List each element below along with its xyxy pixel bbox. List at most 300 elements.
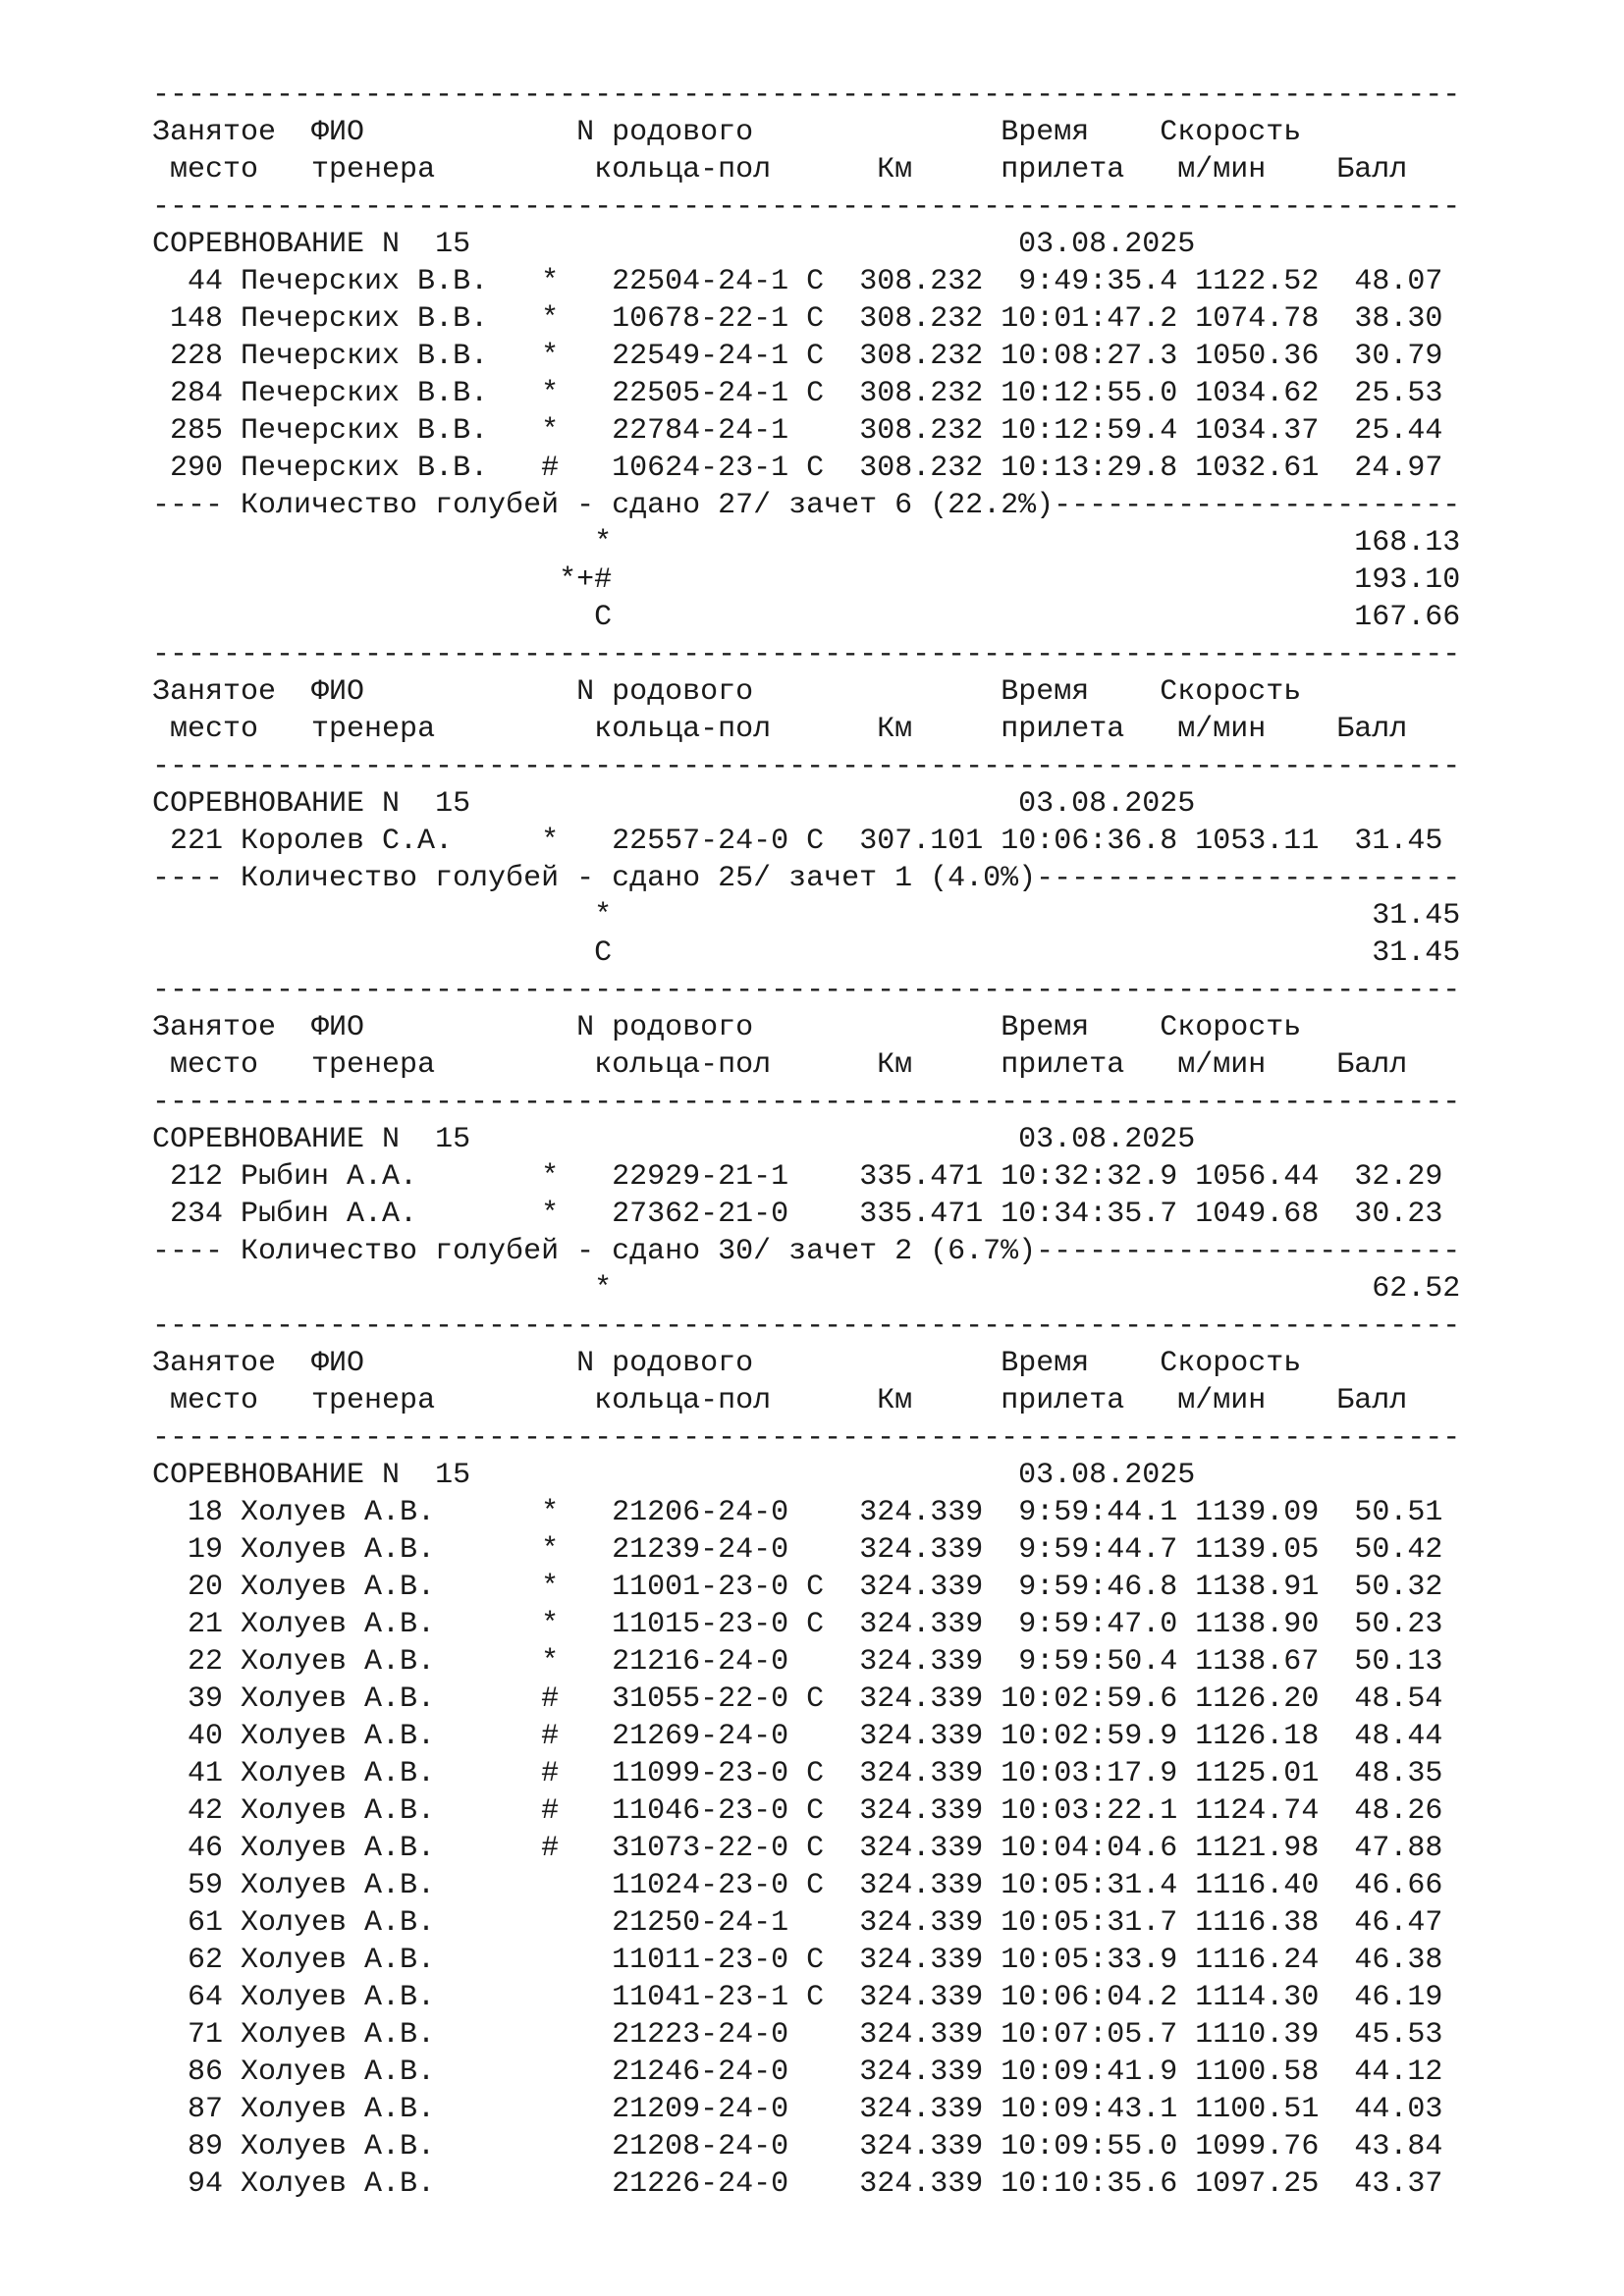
result-row xyxy=(152,2054,1586,2091)
competition-date: 03.08.2025 xyxy=(1018,787,1196,821)
row-sex: С xyxy=(806,265,825,298)
total-marker: С xyxy=(594,936,613,970)
header-speed-2: м/мин xyxy=(1177,153,1267,187)
header-speed: Скорость xyxy=(1160,116,1302,149)
row-score: 24.97 xyxy=(1354,452,1443,485)
row-ring: 21250-24-1 xyxy=(612,1906,789,1940)
row-time: 10:02:59.6 xyxy=(1001,1682,1178,1716)
summary-line: ---- Количество голубей - сдано 25/ зачет 1 (4.0%)------------------------ xyxy=(152,862,1461,895)
row-score: 46.66 xyxy=(1354,1869,1443,1902)
header-trainer-2: тренера xyxy=(311,1384,436,1417)
header-km: Км xyxy=(877,1048,913,1082)
row-place: 40 xyxy=(152,1720,224,1753)
row-sex: С xyxy=(806,1608,825,1641)
row-place: 39 xyxy=(152,1682,224,1716)
row-sex: С xyxy=(806,1571,825,1604)
result-row xyxy=(152,1681,1586,1718)
row-sex: С xyxy=(806,1981,825,2014)
header-row-bottom xyxy=(152,1046,1586,1084)
row-speed: 1099.76 xyxy=(1195,2130,1320,2163)
row-speed: 1121.98 xyxy=(1195,1832,1320,1865)
row-sex xyxy=(806,1645,824,1679)
competition-number: 15 xyxy=(435,787,471,821)
row-trainer: Холуев А.В. xyxy=(241,1944,524,1977)
row-mark: * xyxy=(541,340,560,373)
row-speed: 1049.68 xyxy=(1195,1198,1320,1231)
summary-text: Количество голубей - сдано 30/ зачет 2 (6.7%) xyxy=(241,1235,1037,1268)
row-score: 46.38 xyxy=(1354,1944,1443,1977)
row-trainer: Холуев А.В. xyxy=(241,2130,524,2163)
row-speed: 1110.39 xyxy=(1195,2018,1320,2052)
total-marker: * xyxy=(594,526,613,560)
result-row xyxy=(152,1158,1586,1196)
row-speed: 1100.51 xyxy=(1195,2093,1320,2126)
row-speed: 1126.18 xyxy=(1195,1720,1320,1753)
summary-line: ---- Количество голубей - сдано 30/ зачет 2 (6.7%)------------------------ xyxy=(152,1235,1461,1268)
row-speed: 1138.67 xyxy=(1195,1645,1320,1679)
row-trainer: Холуев А.В. xyxy=(241,1757,524,1790)
row-km: 308.232 xyxy=(859,265,984,298)
result-row xyxy=(152,1718,1586,1755)
header-ring: N родового xyxy=(576,675,754,709)
row-trainer: Королев С.А. xyxy=(241,825,524,858)
row-km: 324.339 xyxy=(859,1496,984,1529)
competition-number: 15 xyxy=(435,228,471,261)
competition-line xyxy=(152,785,1586,823)
row-ring: 11011-23-0 xyxy=(612,1944,789,1977)
row-mark: # xyxy=(541,1832,560,1865)
row-km: 324.339 xyxy=(859,1682,984,1716)
header-row-bottom xyxy=(152,711,1586,748)
row-place: 148 xyxy=(152,302,224,336)
row-mark xyxy=(541,1981,559,2014)
header-row-top xyxy=(152,114,1586,151)
header-place: Занятое xyxy=(152,1011,277,1044)
row-speed: 1126.20 xyxy=(1195,1682,1320,1716)
row-place: 22 xyxy=(152,1645,224,1679)
header-place-2: место xyxy=(170,713,259,746)
total-value: 62.52 xyxy=(1372,1272,1461,1306)
row-speed: 1034.37 xyxy=(1195,414,1320,448)
header-km: Км xyxy=(877,1384,913,1417)
row-km: 324.339 xyxy=(859,2167,984,2201)
row-km: 324.339 xyxy=(859,1869,984,1902)
row-km: 308.232 xyxy=(859,452,984,485)
header-ring: N родового xyxy=(576,1347,754,1380)
summary-text: Количество голубей - сдано 27/ зачет 6 (22.2%) xyxy=(241,489,1055,522)
row-trainer: Холуев А.В. xyxy=(241,1869,524,1902)
row-trainer: Холуев А.В. xyxy=(241,2167,524,2201)
result-row xyxy=(152,263,1586,300)
row-mark: # xyxy=(541,1720,560,1753)
row-mark: # xyxy=(541,452,560,485)
competition-date: 03.08.2025 xyxy=(1018,1459,1196,1492)
row-sex xyxy=(806,2056,824,2089)
competition-number: 15 xyxy=(435,1123,471,1156)
header-row-top xyxy=(152,1345,1586,1382)
row-place: 86 xyxy=(152,2056,224,2089)
row-sex: С xyxy=(806,825,825,858)
header-speed-2: м/мин xyxy=(1177,713,1267,746)
row-sex: С xyxy=(806,340,825,373)
row-mark xyxy=(541,1944,559,1977)
row-sex: С xyxy=(806,452,825,485)
row-time: 10:32:32.9 xyxy=(1001,1160,1178,1194)
header-trainer: ФИО xyxy=(311,1011,365,1044)
row-sex xyxy=(806,1720,824,1753)
row-place: 212 xyxy=(152,1160,224,1194)
row-trainer: Холуев А.В. xyxy=(241,2093,524,2126)
total-line xyxy=(152,934,1586,972)
row-ring: 10678-22-1 xyxy=(612,302,789,336)
row-time: 10:05:31.4 xyxy=(1001,1869,1178,1902)
total-value: 193.10 xyxy=(1354,563,1461,597)
total-marker: С xyxy=(594,601,613,634)
separator-line: -------------------------------------------------------------------------- xyxy=(152,638,1461,671)
header-km: Км xyxy=(877,713,913,746)
row-sex xyxy=(806,1198,824,1231)
row-mark: * xyxy=(541,414,560,448)
row-score: 50.13 xyxy=(1354,1645,1443,1679)
row-ring: 11046-23-0 xyxy=(612,1794,789,1828)
row-mark: * xyxy=(541,1533,560,1567)
row-score: 47.88 xyxy=(1354,1832,1443,1865)
total-line xyxy=(152,599,1586,636)
header-ring-2: кольца-пол xyxy=(594,153,772,187)
row-km: 324.339 xyxy=(859,1944,984,1977)
row-ring: 21239-24-0 xyxy=(612,1533,789,1567)
row-trainer: Печерских В.В. xyxy=(241,265,524,298)
row-place: 44 xyxy=(152,265,224,298)
header-km: Км xyxy=(877,153,913,187)
row-trainer: Печерских В.В. xyxy=(241,302,524,336)
header-place: Занятое xyxy=(152,1347,277,1380)
row-place: 221 xyxy=(152,825,224,858)
result-row xyxy=(152,1196,1586,1233)
row-score: 44.03 xyxy=(1354,2093,1443,2126)
row-time: 10:06:04.2 xyxy=(1001,1981,1178,2014)
header-row-bottom xyxy=(152,1382,1586,1419)
row-sex: С xyxy=(806,1944,825,1977)
header-ring-2: кольца-пол xyxy=(594,1048,772,1082)
row-ring: 10624-23-1 xyxy=(612,452,789,485)
result-row xyxy=(152,1979,1586,2016)
row-time: 9:59:46.8 xyxy=(1001,1571,1178,1604)
header-speed-2: м/мин xyxy=(1177,1048,1267,1082)
total-value: 168.13 xyxy=(1354,526,1461,560)
row-place: 20 xyxy=(152,1571,224,1604)
row-score: 43.84 xyxy=(1354,2130,1443,2163)
row-ring: 27362-21-0 xyxy=(612,1198,789,1231)
header-time-2: прилета xyxy=(1001,1384,1125,1417)
row-time: 9:49:35.4 xyxy=(1001,265,1178,298)
row-place: 46 xyxy=(152,1832,224,1865)
row-speed: 1074.78 xyxy=(1195,302,1320,336)
row-ring: 21209-24-0 xyxy=(612,2093,789,2126)
row-km: 324.339 xyxy=(859,1832,984,1865)
row-mark: # xyxy=(541,1757,560,1790)
summary-line: ---- Количество голубей - сдано 27/ зачет 6 (22.2%)----------------------- xyxy=(152,489,1461,522)
row-trainer: Холуев А.В. xyxy=(241,1496,524,1529)
row-ring: 21226-24-0 xyxy=(612,2167,789,2201)
row-time: 9:59:44.7 xyxy=(1001,1533,1178,1567)
row-mark: * xyxy=(541,1496,560,1529)
header-time: Время xyxy=(1001,675,1090,709)
header-speed: Скорость xyxy=(1160,1347,1302,1380)
row-speed: 1116.40 xyxy=(1195,1869,1320,1902)
row-speed: 1122.52 xyxy=(1195,265,1320,298)
row-mark: * xyxy=(541,1645,560,1679)
row-trainer: Рыбин А.А. xyxy=(241,1198,524,1231)
row-speed: 1139.05 xyxy=(1195,1533,1320,1567)
result-row xyxy=(152,2091,1586,2128)
row-sex: С xyxy=(806,1757,825,1790)
row-time: 10:12:59.4 xyxy=(1001,414,1178,448)
row-time: 10:34:35.7 xyxy=(1001,1198,1178,1231)
row-ring: 21246-24-0 xyxy=(612,2056,789,2089)
summary-text: Количество голубей - сдано 25/ зачет 1 (4.0%) xyxy=(241,862,1037,895)
row-place: 71 xyxy=(152,2018,224,2052)
row-ring: 21206-24-0 xyxy=(612,1496,789,1529)
row-speed: 1116.24 xyxy=(1195,1944,1320,1977)
row-trainer: Холуев А.В. xyxy=(241,1720,524,1753)
header-trainer-2: тренера xyxy=(311,1048,436,1082)
row-ring: 21216-24-0 xyxy=(612,1645,789,1679)
row-score: 30.23 xyxy=(1354,1198,1443,1231)
row-time: 10:05:31.7 xyxy=(1001,1906,1178,1940)
row-ring: 11024-23-0 xyxy=(612,1869,789,1902)
row-score: 48.35 xyxy=(1354,1757,1443,1790)
header-trainer: ФИО xyxy=(311,116,365,149)
header-time: Время xyxy=(1001,1347,1090,1380)
row-sex xyxy=(806,2130,824,2163)
row-mark xyxy=(541,2056,559,2089)
result-row xyxy=(152,1494,1586,1531)
result-row xyxy=(152,338,1586,375)
row-time: 10:01:47.2 xyxy=(1001,302,1178,336)
header-place-2: место xyxy=(170,153,259,187)
row-mark xyxy=(541,1869,559,1902)
row-place: 41 xyxy=(152,1757,224,1790)
result-row xyxy=(152,2016,1586,2054)
row-place: 228 xyxy=(152,340,224,373)
row-time: 10:09:55.0 xyxy=(1001,2130,1178,2163)
row-score: 43.37 xyxy=(1354,2167,1443,2201)
row-km: 324.339 xyxy=(859,1533,984,1567)
row-km: 324.339 xyxy=(859,2018,984,2052)
row-trainer: Холуев А.В. xyxy=(241,1906,524,1940)
row-speed: 1034.62 xyxy=(1195,377,1320,410)
row-trainer: Холуев А.В. xyxy=(241,1682,524,1716)
row-sex xyxy=(806,2167,824,2201)
header-row-top xyxy=(152,1009,1586,1046)
header-score: Балл xyxy=(1336,1048,1408,1082)
header-ring: N родового xyxy=(576,1011,754,1044)
header-trainer-2: тренера xyxy=(311,713,436,746)
row-trainer: Холуев А.В. xyxy=(241,1794,524,1828)
row-place: 284 xyxy=(152,377,224,410)
total-line xyxy=(152,897,1586,934)
row-time: 10:06:36.8 xyxy=(1001,825,1178,858)
header-ring-2: кольца-пол xyxy=(594,1384,772,1417)
row-km: 308.232 xyxy=(859,414,984,448)
row-ring: 22549-24-1 xyxy=(612,340,789,373)
row-score: 48.54 xyxy=(1354,1682,1443,1716)
result-row xyxy=(152,412,1586,450)
row-ring: 22557-24-0 xyxy=(612,825,789,858)
row-mark: # xyxy=(541,1682,560,1716)
row-sex: С xyxy=(806,1682,825,1716)
result-row xyxy=(152,1755,1586,1792)
row-place: 234 xyxy=(152,1198,224,1231)
header-place: Занятое xyxy=(152,675,277,709)
result-row xyxy=(152,375,1586,412)
row-score: 45.53 xyxy=(1354,2018,1443,2052)
row-score: 30.79 xyxy=(1354,340,1443,373)
row-ring: 11015-23-0 xyxy=(612,1608,789,1641)
row-score: 48.07 xyxy=(1354,265,1443,298)
row-sex xyxy=(806,1496,824,1529)
row-trainer: Холуев А.В. xyxy=(241,1533,524,1567)
header-ring-2: кольца-пол xyxy=(594,713,772,746)
separator-line: -------------------------------------------------------------------------- xyxy=(152,1421,1461,1455)
row-score: 46.19 xyxy=(1354,1981,1443,2014)
result-row xyxy=(152,1942,1586,1979)
row-place: 21 xyxy=(152,1608,224,1641)
row-km: 324.339 xyxy=(859,1981,984,2014)
row-trainer: Печерских В.В. xyxy=(241,452,524,485)
row-mark: * xyxy=(541,265,560,298)
row-trainer: Холуев А.В. xyxy=(241,1981,524,2014)
competition-line xyxy=(152,226,1586,263)
row-speed: 1139.09 xyxy=(1195,1496,1320,1529)
row-ring: 22929-21-1 xyxy=(612,1160,789,1194)
row-trainer: Печерских В.В. xyxy=(241,377,524,410)
row-km: 324.339 xyxy=(859,2056,984,2089)
row-speed: 1125.01 xyxy=(1195,1757,1320,1790)
total-marker: * xyxy=(594,1272,613,1306)
row-trainer: Холуев А.В. xyxy=(241,1571,524,1604)
row-place: 64 xyxy=(152,1981,224,2014)
separator-line: -------------------------------------------------------------------------- xyxy=(152,974,1461,1007)
total-value: 167.66 xyxy=(1354,601,1461,634)
result-row xyxy=(152,1867,1586,1904)
row-sex xyxy=(806,1160,824,1194)
row-sex xyxy=(806,414,824,448)
row-place: 285 xyxy=(152,414,224,448)
row-time: 10:09:43.1 xyxy=(1001,2093,1178,2126)
row-speed: 1138.91 xyxy=(1195,1571,1320,1604)
header-trainer: ФИО xyxy=(311,1347,365,1380)
row-score: 50.32 xyxy=(1354,1571,1443,1604)
row-score: 31.45 xyxy=(1354,825,1443,858)
row-mark: * xyxy=(541,302,560,336)
row-km: 324.339 xyxy=(859,1645,984,1679)
row-km: 324.339 xyxy=(859,1608,984,1641)
row-km: 308.232 xyxy=(859,377,984,410)
row-time: 10:12:55.0 xyxy=(1001,377,1178,410)
row-sex: С xyxy=(806,1832,825,1865)
row-mark: * xyxy=(541,377,560,410)
result-row xyxy=(152,450,1586,487)
result-row xyxy=(152,2165,1586,2203)
header-speed: Скорость xyxy=(1160,675,1302,709)
total-line xyxy=(152,524,1586,561)
row-time: 10:05:33.9 xyxy=(1001,1944,1178,1977)
result-row xyxy=(152,823,1586,860)
row-score: 44.12 xyxy=(1354,2056,1443,2089)
header-place: Занятое xyxy=(152,116,277,149)
row-place: 290 xyxy=(152,452,224,485)
result-row xyxy=(152,1904,1586,1942)
result-row xyxy=(152,2128,1586,2165)
row-score: 50.23 xyxy=(1354,1608,1443,1641)
row-time: 9:59:47.0 xyxy=(1001,1608,1178,1641)
row-sex: С xyxy=(806,302,825,336)
row-time: 10:03:22.1 xyxy=(1001,1794,1178,1828)
competition-label: СОРЕВНОВАНИЕ N xyxy=(152,787,401,821)
row-ring: 21223-24-0 xyxy=(612,2018,789,2052)
row-place: 61 xyxy=(152,1906,224,1940)
row-trainer: Холуев А.В. xyxy=(241,1608,524,1641)
result-row xyxy=(152,1606,1586,1643)
row-speed: 1114.30 xyxy=(1195,1981,1320,2014)
row-km: 324.339 xyxy=(859,1571,984,1604)
row-mark xyxy=(541,2093,559,2126)
row-score: 48.44 xyxy=(1354,1720,1443,1753)
row-mark: # xyxy=(541,1794,560,1828)
header-time-2: прилета xyxy=(1001,1048,1125,1082)
row-ring: 11099-23-0 xyxy=(612,1757,789,1790)
row-time: 10:04:04.6 xyxy=(1001,1832,1178,1865)
row-speed: 1050.36 xyxy=(1195,340,1320,373)
result-row xyxy=(152,1569,1586,1606)
row-time: 9:59:44.1 xyxy=(1001,1496,1178,1529)
row-time: 10:02:59.9 xyxy=(1001,1720,1178,1753)
separator-line: -------------------------------------------------------------------------- xyxy=(152,750,1461,783)
total-marker: * xyxy=(594,899,613,933)
row-km: 324.339 xyxy=(859,2130,984,2163)
row-km: 335.471 xyxy=(859,1198,984,1231)
row-km: 335.471 xyxy=(859,1160,984,1194)
row-mark xyxy=(541,2018,559,2052)
competition-line xyxy=(152,1121,1586,1158)
row-time: 10:10:35.6 xyxy=(1001,2167,1178,2201)
row-ring: 31055-22-0 xyxy=(612,1682,789,1716)
row-place: 87 xyxy=(152,2093,224,2126)
row-trainer: Холуев А.В. xyxy=(241,1832,524,1865)
row-mark: * xyxy=(541,1571,560,1604)
row-score: 25.53 xyxy=(1354,377,1443,410)
separator-line: -------------------------------------------------------------------------- xyxy=(152,1309,1461,1343)
row-km: 324.339 xyxy=(859,1757,984,1790)
row-sex xyxy=(806,1906,824,1940)
header-trainer-2: тренера xyxy=(311,153,436,187)
competition-date: 03.08.2025 xyxy=(1018,1123,1196,1156)
result-row xyxy=(152,1643,1586,1681)
row-score: 32.29 xyxy=(1354,1160,1443,1194)
total-value: 31.45 xyxy=(1372,899,1461,933)
row-sex xyxy=(806,1533,824,1567)
row-km: 308.232 xyxy=(859,302,984,336)
race-results-report xyxy=(152,77,1586,2203)
competition-date: 03.08.2025 xyxy=(1018,228,1196,261)
total-line xyxy=(152,1270,1586,1308)
row-km: 324.339 xyxy=(859,1906,984,1940)
row-sex: С xyxy=(806,377,825,410)
row-mark xyxy=(541,2130,559,2163)
row-km: 324.339 xyxy=(859,2093,984,2126)
